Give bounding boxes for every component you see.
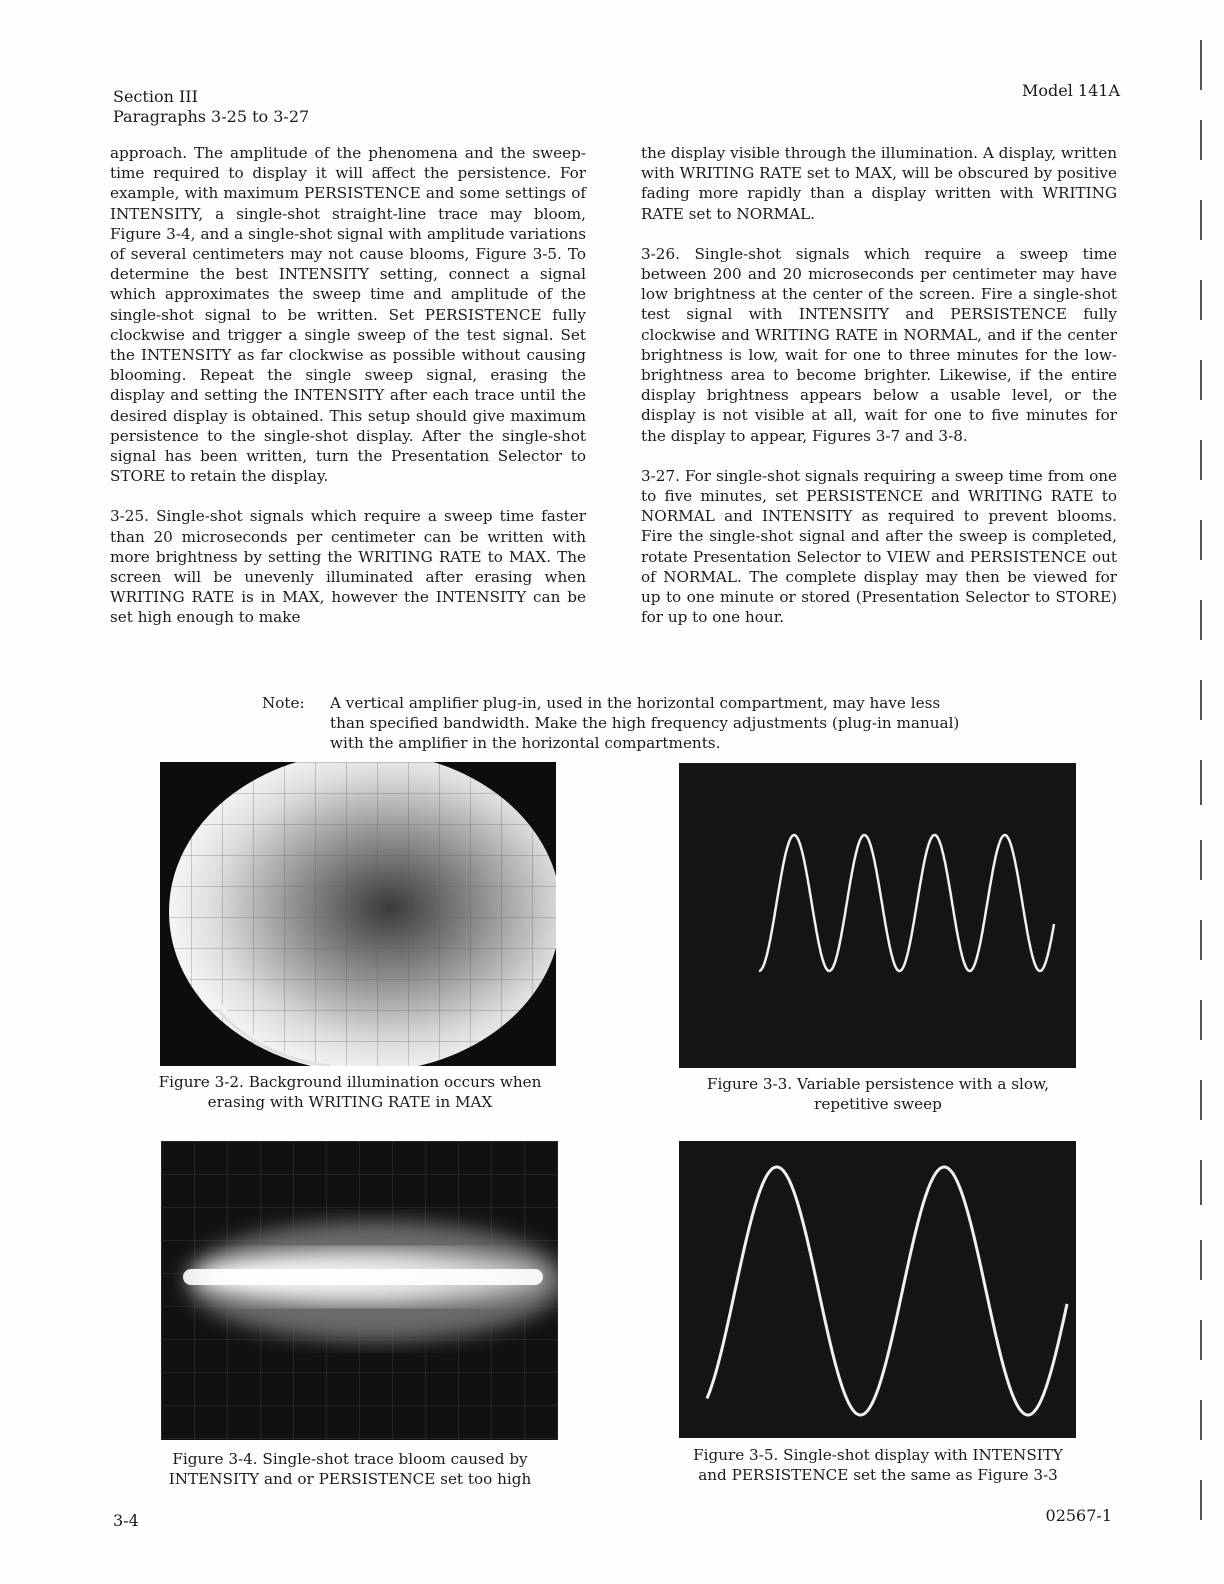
figure-3-4-photo [161, 1141, 558, 1440]
figure-3-3-caption [640, 1074, 1116, 1114]
scan-edge-mark [1200, 520, 1202, 560]
left-column [110, 143, 586, 648]
figure-3-5-caption [640, 1445, 1116, 1485]
section-label: Section III [113, 87, 198, 106]
right-column [641, 143, 1117, 647]
model-label: Model 141A [1021, 81, 1120, 100]
scan-edge-mark [1200, 280, 1202, 320]
figure-3-5-photo [679, 1141, 1076, 1438]
note-text: A vertical amplifier plug-in, used in the horizontal compartment, may have less than specified bandwidth. Make the high frequency adjustments (plug-in manual) with the amplifier in the horizontal compartments. [330, 694, 960, 752]
scan-edge-mark [1200, 40, 1202, 90]
page-number: 3-4 [113, 1511, 139, 1530]
scan-edge-mark [1200, 120, 1202, 160]
scan-edge-mark [1200, 440, 1202, 480]
paragraph: the display visible through the illumination. A display, written with WRITING RATE set to MAX, will be obscured by positive fading more rapidly than a display written with WRITING RATE set to NORMAL. [641, 144, 1117, 223]
paragraph-3-25: 3-25. Single-shot signals which require a sweep time faster than 20 microseconds per centimeter can be written with more brightness by setting the WRITING RATE to MAX. The screen will be unevenly illuminated after erasing when WRITING RATE is in MAX, however the INTENSITY can be set high enough to make [110, 507, 586, 627]
scan-edge-mark [1200, 680, 1202, 720]
scan-edge-mark [1200, 1320, 1202, 1360]
scan-edge-mark [1200, 760, 1202, 805]
caption-line: repetitive sweep [814, 1095, 942, 1113]
figure-3-3-photo [679, 763, 1076, 1068]
figure-3-4-caption [110, 1449, 590, 1489]
scan-edge-mark [1200, 360, 1202, 400]
scan-edge-mark [1200, 1160, 1202, 1205]
caption-line: INTENSITY and or PERSISTENCE set too high [168, 1470, 532, 1488]
scan-edge-mark [1200, 1400, 1202, 1440]
note-label: Note: [262, 694, 305, 712]
paragraph-3-27: 3-27. For single-shot signals requiring a sweep time from one to five minutes, set PERSISTENCE and WRITING RATE to NORMAL and INTENSITY as required to prevent blooms. Fire the single-shot signal and after the sweep is completed, rotate Presentation Selector to VIEW and PERSISTENCE out of NORMAL. The complete display may then be viewed for up to one minute or stored (Presentation Selector to STORE) for up to one hour. [641, 466, 1117, 627]
scan-edge-mark [1200, 1480, 1202, 1520]
figure-3-2-photo [160, 762, 556, 1066]
caption-line: Figure 3-2. Background illumination occurs when [158, 1073, 542, 1091]
caption-line: Figure 3-5. Single-shot display with INTENSITY [693, 1446, 1063, 1464]
caption-line: and PERSISTENCE set the same as Figure 3-3 [698, 1466, 1058, 1484]
scan-edge-mark [1200, 1000, 1202, 1040]
paragraph: approach. The amplitude of the phenomena and the sweep-time required to display it will affect the persistence. For example, with maximum PERSISTENCE and some settings of INTENSITY, a single-shot straight-line trace may bloom, Figure 3-4, and a single-shot signal with amplitude variations of several centimeters may not cause blooms, Figure 3-5. To determine the best INTENSITY setting, connect a signal which approximates the sweep time and amplitude of the single-shot signal to be written. Set PERSISTENCE fully clockwise and trigger a single sweep of the test signal. Set the INTENSITY as far clockwise as possible without causing blooming. Repeat the single sweep signal, erasing the display and setting the INTENSITY after each trace until the desired display is obtained. This setup should give maximum persistence to the single-shot display. After the single-shot signal has been written, turn the Presentation Selector to STORE to retain the display. [110, 144, 586, 486]
paragraph-3-26: 3-26. Single-shot signals which require a sweep time between 200 and 20 microseconds per centimeter may have low brightness at the center of the screen. Fire a single-shot test signal with INTENSITY and PERSISTENCE fully clockwise and WRITING RATE in NORMAL, and if the center brightness is low, wait for one to three minutes for the low-brightness area to become brighter. Likewise, if the entire display brightness appears below a usable level, or the display is not visible at all, wait for one to five minutes for the display to appear, Figures 3-7 and 3-8. [641, 244, 1117, 445]
scan-edge-mark [1200, 840, 1202, 880]
caption-line: Figure 3-4. Single-shot trace bloom caused by [172, 1450, 528, 1468]
scan-edge-mark [1200, 920, 1202, 960]
scan-edge-mark [1200, 1080, 1202, 1120]
scan-edge-mark [1200, 200, 1202, 240]
scan-edge-mark [1200, 1240, 1202, 1280]
scan-edge-mark [1200, 600, 1202, 640]
document-number: 02567-1 [1045, 1506, 1112, 1525]
figure-3-2-caption [110, 1072, 590, 1112]
paragraphs-label: Paragraphs 3-25 to 3-27 [113, 107, 310, 126]
caption-line: Figure 3-3. Variable persistence with a slow, [706, 1075, 1050, 1093]
caption-line: erasing with WRITING RATE in MAX [207, 1093, 493, 1111]
